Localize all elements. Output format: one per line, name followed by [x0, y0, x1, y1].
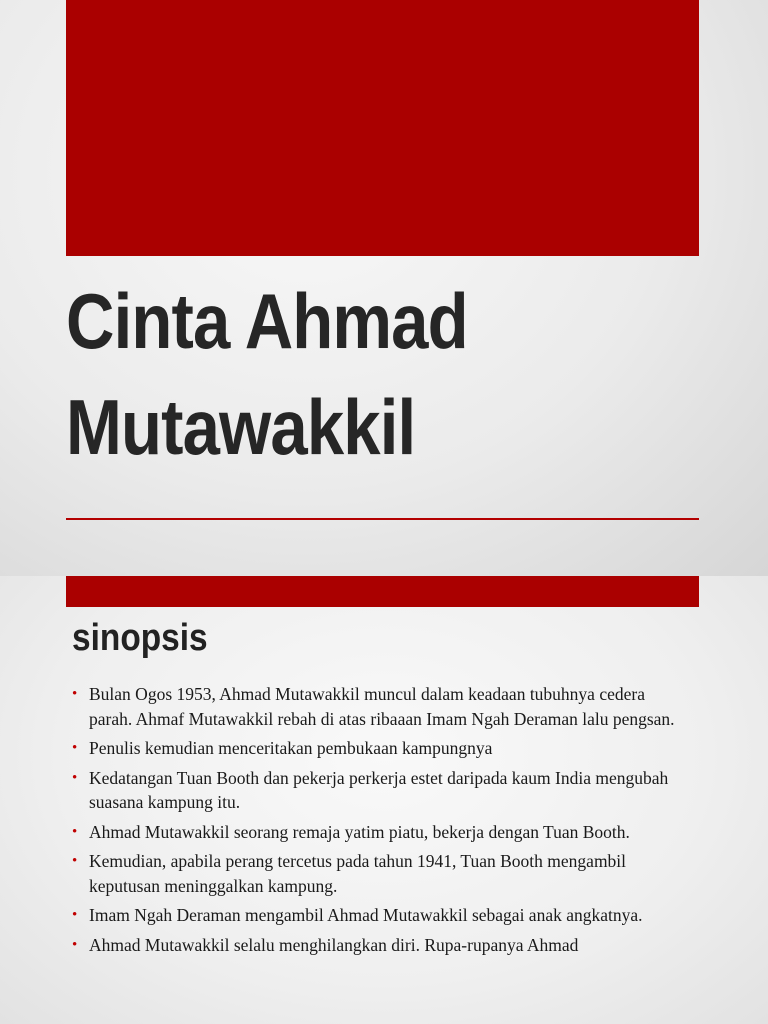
bullet-text: Bulan Ogos 1953, Ahmad Mutawakkil muncul dalam keadaan tubuhnya cedera parah. Ahmaf Mutawakkil rebah di atas ribaaan Imam Ngah Deraman lalu pengsan. — [89, 684, 675, 729]
bullet-dot-icon: • — [72, 686, 78, 702]
synopsis-slide — [0, 576, 768, 1024]
bullet-item — [72, 820, 692, 845]
title-line-2: Mutawakkil — [66, 383, 416, 471]
title-underline-rule — [66, 518, 699, 520]
bullet-text: Ahmad Mutawakkil seorang remaja yatim piatu, bekerja dengan Tuan Booth. — [89, 821, 630, 842]
bullet-item — [72, 903, 692, 928]
bullet-dot-icon: • — [72, 907, 78, 923]
synopsis-red-bar — [66, 576, 699, 607]
bullet-item — [72, 933, 692, 958]
title-red-block — [66, 0, 699, 256]
bullet-text: Kemudian, apabila perang tercetus pada tahun 1941, Tuan Booth mengambil keputusan meninggalkan kampung. — [89, 851, 627, 896]
bullet-text: Kedatangan Tuan Booth dan pekerja perkerja estet daripada kaum India mengubah suasana kampung itu. — [89, 767, 669, 812]
slide-title — [66, 268, 616, 480]
bullet-item — [72, 766, 692, 815]
bullet-dot-icon: • — [72, 853, 78, 869]
bullet-item — [72, 849, 692, 898]
bullet-text: Imam Ngah Deraman mengambil Ahmad Mutawakkil sebagai anak angkatnya. — [89, 905, 643, 925]
title-line-1: Cinta Ahmad — [66, 277, 468, 365]
synopsis-heading: sinopsis — [72, 617, 208, 659]
bullet-item — [72, 736, 692, 761]
bullet-dot-icon: • — [72, 769, 78, 786]
bullet-dot-icon: • — [72, 823, 78, 840]
synopsis-bullet-list — [72, 682, 692, 962]
bullet-dot-icon: • — [72, 936, 78, 953]
bullet-text: Penulis kemudian menceritakan pembukaan kampungnya — [89, 738, 493, 758]
bullet-item — [72, 682, 692, 731]
bullet-dot-icon: • — [72, 740, 78, 756]
bullet-text: Ahmad Mutawakkil selalu menghilangkan diri. Rupa-rupanya Ahmad — [89, 934, 579, 955]
